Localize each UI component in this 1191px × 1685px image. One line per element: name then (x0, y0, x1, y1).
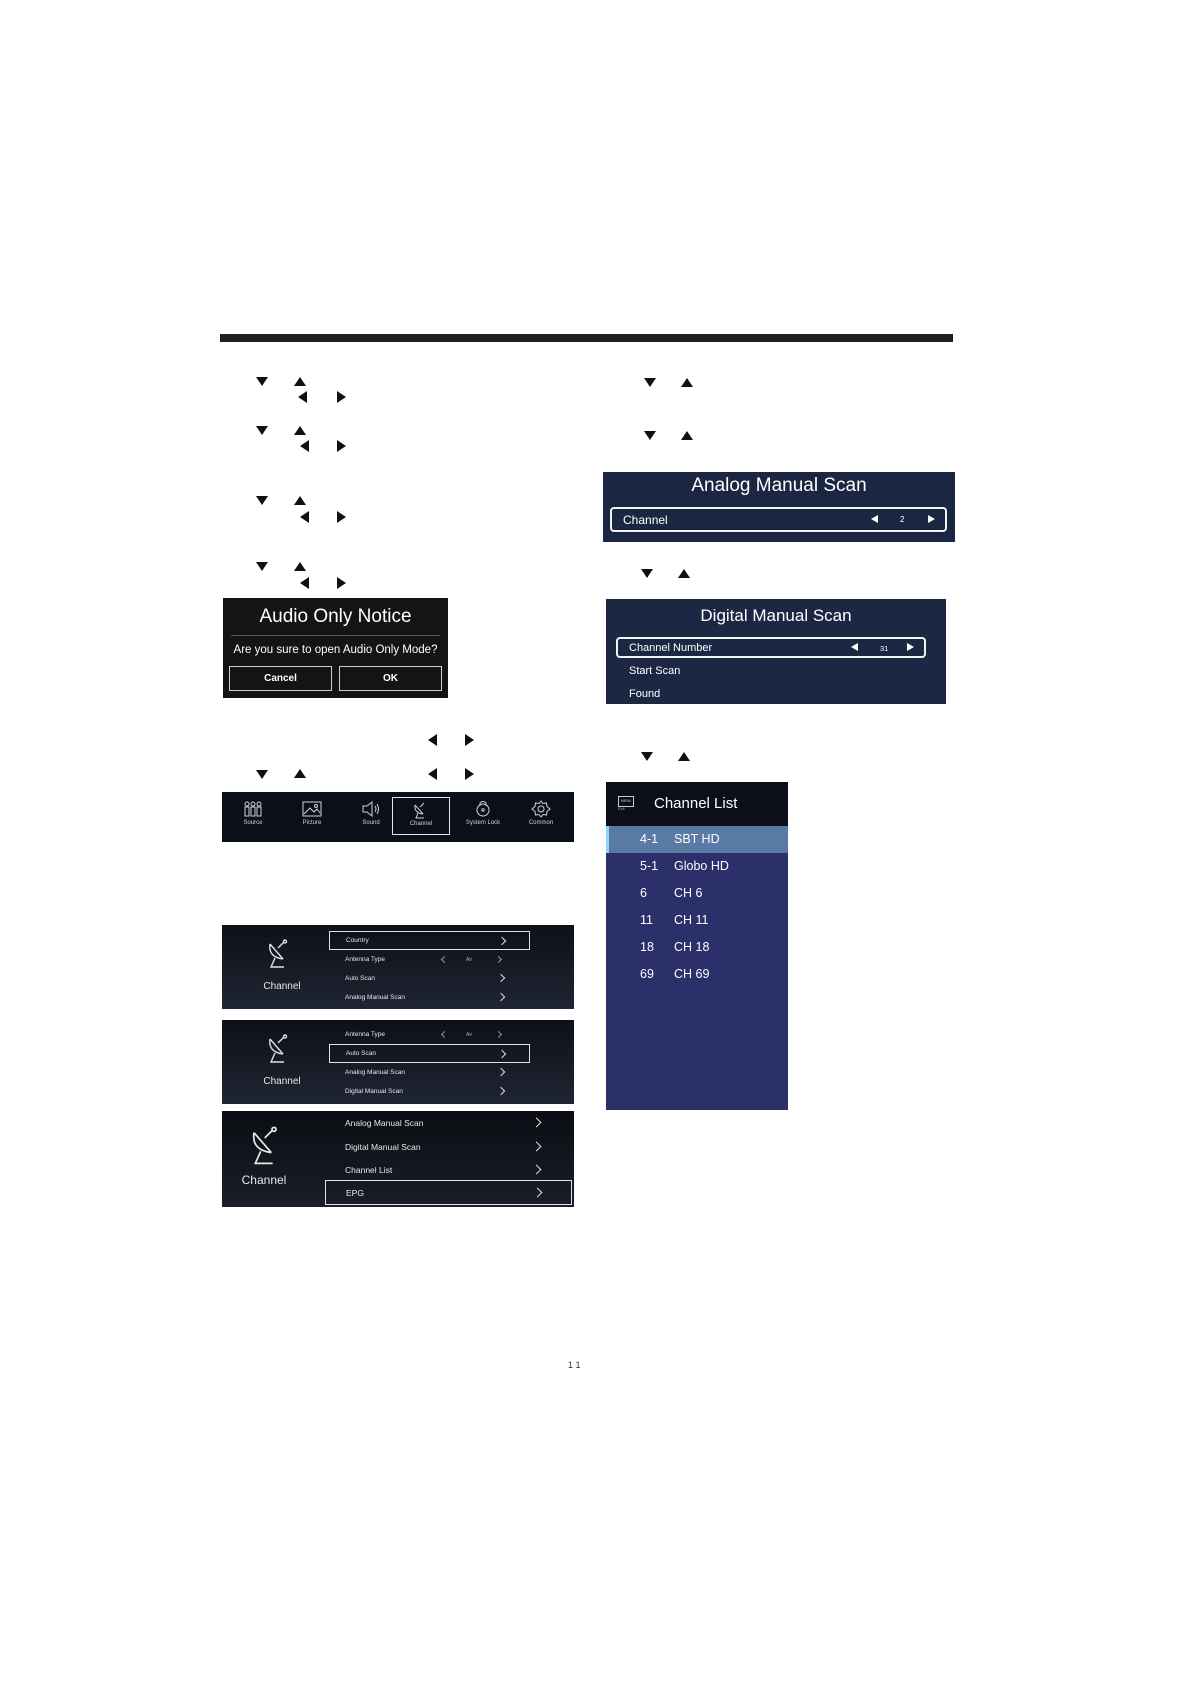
left-arrow-icon[interactable] (871, 515, 878, 523)
chevron-right-icon[interactable] (495, 956, 502, 963)
channel-number-row[interactable] (616, 637, 926, 658)
section-rule (220, 334, 953, 342)
menu-row-analog-manual-scan[interactable] (325, 1111, 572, 1135)
down-arrow-icon (256, 770, 268, 779)
menu-row-epg[interactable] (325, 1180, 572, 1205)
up-arrow-icon (294, 562, 306, 571)
gear-icon (530, 800, 552, 818)
menu-row-analog-manual-scan[interactable] (329, 1063, 530, 1082)
satellite-dish-icon (246, 1126, 286, 1166)
channel-label: Channel (263, 1076, 301, 1087)
menu-item-label: Sound (362, 820, 380, 826)
channel-number: 69 (640, 967, 654, 981)
channel-number: 4-1 (640, 832, 659, 846)
chevron-right-icon (498, 1050, 506, 1058)
row-label: Analog Manual Scan (345, 1118, 424, 1128)
channel-name: SBT HD (674, 832, 720, 846)
panel-title: Analog Manual Scan (691, 475, 867, 496)
menu-row-antenna-type[interactable] (329, 950, 530, 969)
panel-title: Digital Manual Scan (700, 606, 852, 625)
channel-list-item[interactable] (606, 961, 788, 988)
menu-row-channel-list[interactable] (325, 1158, 572, 1182)
menu-row-auto-scan[interactable] (329, 969, 530, 988)
source-icon (242, 800, 264, 818)
channel-list-item[interactable] (606, 934, 788, 961)
audio-only-notice-dialog (223, 598, 448, 698)
up-arrow-icon (294, 496, 306, 505)
channel-number-label: Channel Number (629, 642, 713, 654)
channel-list-item[interactable] (606, 853, 788, 880)
menu-item-label: Picture (302, 820, 322, 826)
sound-icon (360, 800, 382, 818)
right-arrow-icon (337, 440, 346, 452)
right-arrow-icon[interactable] (928, 515, 935, 523)
chevron-right-icon (532, 1142, 542, 1152)
row-label: Antenna Type (345, 956, 385, 963)
channel-value: 2 (900, 515, 905, 524)
divider (231, 635, 440, 636)
down-arrow-icon (644, 431, 656, 440)
menu-item-label: Source (243, 820, 263, 826)
channel-name: CH 11 (674, 913, 709, 927)
menu-item-label: Channel (409, 821, 433, 827)
row-label: Country (346, 937, 369, 944)
chevron-right-icon (532, 1165, 542, 1175)
channel-list-item[interactable] (606, 826, 788, 853)
row-label: EPG (346, 1187, 364, 1198)
row-label: Auto Scan (346, 1050, 376, 1057)
menu-item-label: Common (528, 820, 554, 826)
up-arrow-icon (678, 752, 690, 761)
down-arrow-icon (256, 426, 268, 435)
right-arrow-icon (465, 734, 474, 746)
chevron-left-icon[interactable] (441, 956, 448, 963)
channel-number: 6 (640, 886, 647, 900)
chevron-right-icon (497, 1068, 505, 1076)
right-arrow-icon (337, 391, 346, 403)
satellite-dish-icon (264, 939, 294, 969)
left-arrow-icon (300, 440, 309, 452)
row-label: Analog Manual Scan (345, 994, 405, 1001)
dialog-message: Are you sure to open Audio Only Mode? (233, 644, 438, 656)
down-arrow-icon (256, 377, 268, 386)
picture-icon (301, 800, 323, 818)
channel-list-item[interactable] (606, 907, 788, 934)
right-arrow-icon[interactable] (907, 643, 914, 651)
left-arrow-icon[interactable] (851, 643, 858, 651)
channel-label: Channel (241, 1173, 287, 1187)
channel-number: 5-1 (640, 859, 659, 873)
channel-name: CH 69 (674, 967, 710, 981)
chevron-right-icon (533, 1188, 543, 1198)
row-label: Antenna Type (345, 1031, 385, 1038)
chevron-right-icon (498, 937, 506, 945)
up-arrow-icon (681, 378, 693, 387)
down-arrow-icon (641, 569, 653, 578)
page-number: 1 1 (568, 1360, 581, 1370)
channel-name: CH 6 (674, 886, 703, 900)
left-arrow-icon (300, 577, 309, 589)
channel-menu-panel-1 (222, 925, 574, 1009)
channel-list-item[interactable] (606, 880, 788, 907)
row-label: Auto Scan (345, 975, 375, 982)
up-arrow-icon (294, 769, 306, 778)
left-arrow-icon (428, 768, 437, 780)
menu-item-picture[interactable] (283, 797, 341, 835)
up-arrow-icon (678, 569, 690, 578)
right-arrow-icon (337, 511, 346, 523)
left-arrow-icon (428, 734, 437, 746)
row-label: Digital Manual Scan (345, 1142, 421, 1152)
channel-label: Channel (623, 513, 668, 527)
chevron-left-icon[interactable] (441, 1031, 448, 1038)
channel-number: 18 (640, 940, 654, 954)
up-arrow-icon (681, 431, 693, 440)
antenna-value: Air (466, 956, 473, 963)
down-arrow-icon (256, 562, 268, 571)
chevron-right-icon[interactable] (495, 1031, 502, 1038)
menu-row-country[interactable] (329, 931, 530, 950)
row-label: Digital Manual Scan (345, 1088, 403, 1095)
left-arrow-icon (300, 511, 309, 523)
channel-menu-panel-3 (222, 1111, 574, 1207)
channel-menu-panel-2 (222, 1020, 574, 1104)
chevron-right-icon (532, 1118, 542, 1128)
menu-row-digital-manual-scan[interactable] (329, 1082, 530, 1101)
chevron-right-icon (497, 993, 505, 1001)
antenna-value: Air (466, 1031, 473, 1038)
menu-key-icon: MENU (618, 796, 634, 807)
menu-item-system-lock[interactable] (454, 797, 512, 835)
down-arrow-icon (256, 496, 268, 505)
up-arrow-icon (294, 426, 306, 435)
satellite-dish-icon (264, 1034, 294, 1064)
chevron-right-icon (497, 974, 505, 982)
menu-item-channel[interactable] (392, 797, 450, 835)
channel-list-panel (606, 782, 788, 1110)
menu-row-antenna-type[interactable] (329, 1025, 530, 1044)
menu-row-analog-manual-scan[interactable] (329, 988, 530, 1007)
menu-item-source[interactable] (224, 797, 282, 835)
analog-manual-scan-panel (603, 472, 955, 542)
ok-button[interactable]: OK (339, 666, 442, 691)
channel-list-header (606, 782, 788, 826)
start-scan-item[interactable]: Start Scan (629, 665, 681, 677)
menu-item-common[interactable] (512, 797, 570, 835)
down-arrow-icon (644, 378, 656, 387)
row-label: Analog Manual Scan (345, 1069, 405, 1076)
channel-number-value: 31 (880, 644, 889, 653)
channel-number: 11 (640, 913, 653, 927)
found-label: Found (629, 688, 661, 700)
satellite-dish-icon (410, 801, 432, 819)
dialog-title: Audio Only Notice (259, 606, 412, 627)
digital-manual-scan-panel (606, 599, 946, 704)
chevron-right-icon (497, 1087, 505, 1095)
channel-name: Globo HD (674, 859, 729, 873)
up-arrow-icon (294, 377, 306, 386)
cancel-button[interactable]: Cancel (229, 666, 332, 691)
exit-hint: Exit (618, 806, 625, 811)
channel-row[interactable] (610, 507, 947, 532)
menu-row-digital-manual-scan[interactable] (325, 1135, 572, 1159)
menu-item-label: System Lock (465, 820, 501, 826)
right-arrow-icon (337, 577, 346, 589)
channel-name: CH 18 (674, 940, 710, 954)
lock-icon (472, 800, 494, 818)
right-arrow-icon (465, 768, 474, 780)
channel-label: Channel (263, 981, 301, 992)
main-menu-bar (222, 792, 574, 842)
menu-row-auto-scan[interactable] (329, 1044, 530, 1063)
channel-list-title: Channel List (654, 795, 738, 812)
down-arrow-icon (641, 752, 653, 761)
left-arrow-icon (298, 391, 307, 403)
row-label: Channel List (345, 1165, 393, 1175)
